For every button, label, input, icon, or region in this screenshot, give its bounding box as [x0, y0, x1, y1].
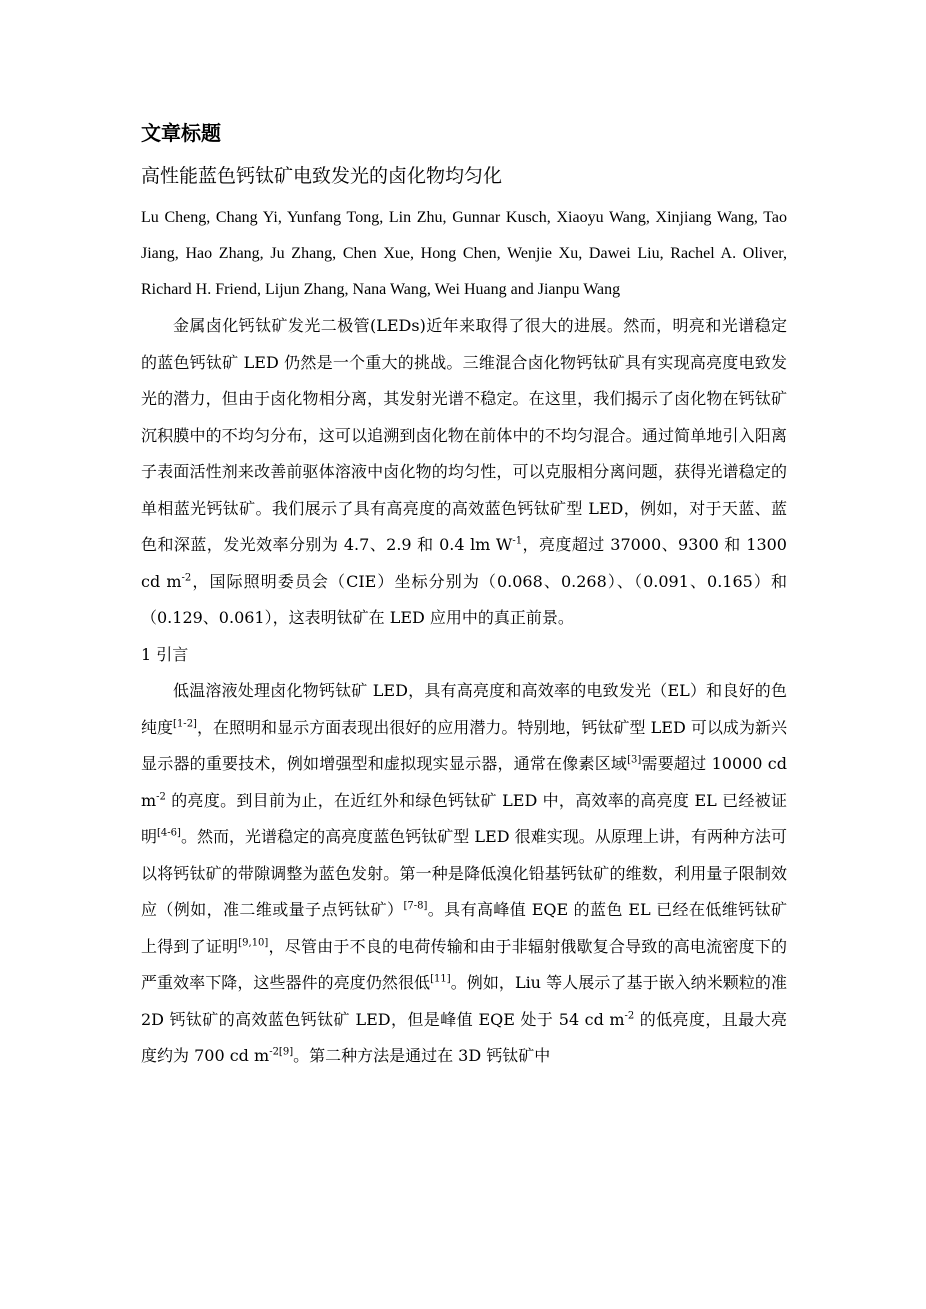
paper-page [141, 118, 787, 1075]
intro-text: ，在照明和显示方面表现出很好的应用潜力。特别地，钙钛矿型 LED 可以成为新兴显示器的重要技术，例如增强型和虚拟现实显示器，通常在像素区域 [141, 717, 787, 773]
intro-text: ，尽管由于不良的电荷传输和由于非辐射俄歇复合导致的高电流密度下的严重效率下降，这些器件的亮度仍然很低 [141, 936, 787, 992]
intro-text: 的低亮度，且最大亮度约为 700 cd m [141, 1009, 787, 1065]
intro-text: 。然而，光谱稳定的高亮度蓝色钙钛矿型 LED 很难实现。从原理上讲，有两种方法可以将钙钛矿的带隙调整为蓝色发射。第一种是降低溴化铅基钙钛矿的维数，利用量子限制效应（例如，准二维或量子点钙钛矿） [141, 827, 787, 919]
unit-exponent: -2 [156, 791, 166, 803]
abstract-text-2: ，亮度超过 37000、9300 和 1300 cd m [141, 535, 787, 591]
introduction-paragraph [141, 673, 787, 1075]
abstract-paragraph [141, 308, 787, 637]
abstract-superscript-1: -1 [512, 535, 523, 547]
author-list: Lu Cheng, Chang Yi, Yunfang Tong, Lin Zhu, Gunnar Kusch, Xiaoyu Wang, Xinjiang Wang, Tao Jiang, Hao Zhang, Ju Zhang, Chen Xue, Hong Chen, Wenjie Xu, Dawei Liu, Rachel A. Oliver, Richard H. Friend, Lijun Zhang, Nana Wang, Wei Huang and Jianpu Wang [141, 209, 787, 298]
citation-marker: [11] [430, 973, 451, 985]
citation-marker: [1-2] [173, 718, 197, 730]
citation-marker: [7-8] [403, 900, 428, 912]
article-title: 高性能蓝色钙钛矿电致发光的卤化物均匀化 [141, 165, 503, 187]
citation-marker: [3] [627, 754, 642, 766]
intro-text: 。第二种方法是通过在 3D 钙钛矿中 [293, 1046, 551, 1065]
unit-exponent-citation: -2[9] [269, 1046, 294, 1058]
abstract-text-1: 金属卤化钙钛矿发光二极管(LEDs)近年来取得了很大的进展。然而，明亮和光谱稳定的蓝色钙钛矿 LED 仍然是一个重大的挑战。三维混合卤化物钙钛矿具有实现高亮度电致发光的潜力，但由于卤化物相分离，其发射光谱不稳定。在这里，我们揭示了卤化物在钙钛矿沉积膜中的不均匀分布，这可以追溯到卤化物在前体中的不均匀混合。通过简单地引入阳离子表面活性剂来改善前驱体溶液中卤化物的均匀性，可以克服相分离问题，获得光谱稳定的单相蓝光钙钛矿。我们展示了具有高亮度的高效蓝色钙钛矿型 LED，例如，对于天蓝、蓝色和深蓝，发光效率分别为 4.7、2.9 和 0.4 lm W [141, 316, 787, 554]
section-heading-introduction: 1 引言 [141, 644, 189, 664]
citation-marker: [9,10] [238, 937, 269, 949]
section-label: 文章标题 [141, 121, 221, 145]
unit-exponent: -2 [624, 1010, 635, 1022]
abstract-text-3: ，国际照明委员会（CIE）坐标分别为（0.068、0.268）、（0.091、0.165）和（0.129、0.061），这表明钛矿在 LED 应用中的真正前景。 [141, 571, 787, 627]
intro-text: 的亮度。到目前为止，在近红外和绿色钙钛矿 LED 中，高效率的高亮度 EL 已经被证明 [141, 790, 787, 846]
intro-text: 需要超过 10000 cd m [141, 754, 787, 810]
intro-text: 。具有高峰值 EQE 的蓝色 EL 已经在低维钙钛矿上得到了证明 [141, 900, 787, 956]
citation-marker: [4-6] [157, 827, 181, 839]
intro-text: 。例如，Liu 等人展示了基于嵌入纳米颗粒的准 2D 钙钛矿的高效蓝色钙钛矿 LED，但是峰值 EQE 处于 54 cd m [141, 973, 787, 1029]
abstract-superscript-2: -2 [181, 572, 192, 584]
intro-text: 低温溶液处理卤化物钙钛矿 LED，具有高亮度和高效率的电致发光（EL）和良好的色纯度 [141, 681, 787, 737]
